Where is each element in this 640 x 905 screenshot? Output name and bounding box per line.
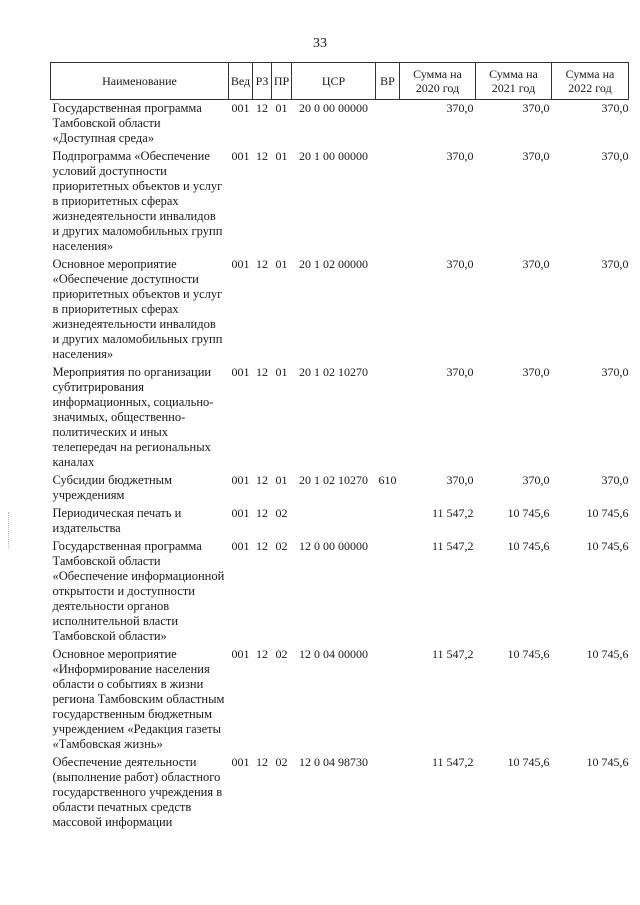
row-vr	[376, 646, 400, 754]
row-vr	[376, 256, 400, 364]
row-csr: 12 0 04 98730	[299, 755, 368, 769]
row-sum-2022: 10 745,6	[586, 506, 629, 520]
row-csr: 20 1 02 10270	[299, 365, 368, 379]
row-name: Государственная программа Тамбовской области «Доступная среда»	[52, 101, 202, 145]
row-rz: 12	[256, 755, 268, 769]
row-rz: 12	[256, 539, 268, 553]
row-name: Мероприятия по организации субтитрирования информационных, социально-значимых, общественно-политических и иных телепередач на региональных каналах	[52, 365, 214, 469]
row-csr	[292, 505, 376, 538]
row-sum-2022: 370,0	[601, 257, 629, 271]
row-ved: 001	[231, 755, 250, 769]
row-vr	[376, 538, 400, 646]
row-ved: 001	[231, 539, 250, 553]
row-rz: 12	[256, 473, 268, 487]
table-row	[51, 505, 629, 538]
row-sum-2022: 10 745,6	[586, 647, 629, 661]
row-vr	[376, 364, 400, 472]
row-sum-2020: 370,0	[446, 365, 474, 379]
row-sum-2021: 10 745,6	[507, 647, 550, 661]
row-sum-2021: 370,0	[522, 473, 550, 487]
row-csr: 20 1 00 00000	[299, 149, 368, 163]
row-ved: 001	[231, 365, 250, 379]
table-row	[51, 100, 629, 149]
row-pr: 01	[275, 257, 288, 271]
row-sum-2022: 10 745,6	[586, 539, 629, 553]
row-ved: 001	[231, 647, 250, 661]
row-rz: 12	[256, 506, 268, 520]
header-name: Наименование	[51, 63, 229, 100]
row-name: Основное мероприятие «Информирование населения области о событиях в жизни региона Тамбовским областным государственным бюджетным учреждением «Редакция газеты «Тамбовская жизнь»	[52, 647, 225, 751]
row-ved: 001	[231, 149, 250, 163]
row-sum-2021: 370,0	[522, 257, 550, 271]
row-csr: 12 0 04 00000	[299, 647, 368, 661]
row-sum-2022: 10 745,6	[586, 755, 629, 769]
row-pr: 01	[275, 473, 288, 487]
row-sum-2021: 10 745,6	[507, 506, 550, 520]
row-sum-2022: 370,0	[601, 365, 629, 379]
row-rz: 12	[256, 257, 268, 271]
row-name: Основное мероприятие «Обеспечение доступности приоритетных объектов и услуг в приоритетных сферах жизнедеятельности инвалидов и других маломобильных групп населения»	[52, 257, 223, 361]
row-sum-2020: 370,0	[446, 473, 474, 487]
row-rz: 12	[256, 101, 268, 115]
row-pr: 02	[275, 755, 288, 769]
row-csr: 20 0 00 00000	[299, 101, 368, 115]
table-row	[51, 538, 629, 646]
row-sum-2022: 370,0	[601, 473, 629, 487]
table-row	[51, 148, 629, 256]
row-ved: 001	[231, 473, 250, 487]
row-pr: 01	[275, 101, 288, 115]
row-vr	[376, 505, 400, 538]
table-row	[51, 364, 629, 472]
header-ved: Вед	[229, 63, 253, 100]
table-header	[51, 63, 629, 100]
row-sum-2021: 10 745,6	[507, 539, 550, 553]
row-sum-2021: 370,0	[522, 365, 550, 379]
row-rz: 12	[256, 365, 268, 379]
page-number: 33	[313, 36, 327, 51]
row-sum-2020: 11 547,2	[431, 755, 474, 769]
row-pr: 02	[275, 539, 288, 553]
row-ved: 001	[231, 101, 250, 115]
table-body	[51, 100, 629, 833]
row-vr	[376, 148, 400, 256]
row-pr: 02	[275, 647, 288, 661]
row-sum-2020: 11 547,2	[431, 647, 474, 661]
row-sum-2022: 370,0	[601, 101, 629, 115]
row-pr: 01	[275, 365, 288, 379]
row-rz: 12	[256, 647, 268, 661]
row-sum-2020: 370,0	[446, 101, 474, 115]
row-vr	[376, 100, 400, 149]
margin-mark	[8, 512, 12, 548]
header-sum-2020: Сумма на 2020 год	[400, 63, 476, 100]
header-rz: РЗ	[253, 63, 272, 100]
row-csr: 20 1 02 00000	[299, 257, 368, 271]
table-row	[51, 472, 629, 505]
budget-table	[50, 62, 629, 832]
row-sum-2020: 11 547,2	[431, 506, 474, 520]
header-pr: ПР	[272, 63, 292, 100]
row-sum-2021: 370,0	[522, 149, 550, 163]
row-sum-2021: 370,0	[522, 101, 550, 115]
header-csr: ЦСР	[292, 63, 376, 100]
row-name: Обеспечение деятельности (выполнение работ) областного государственного учреждения в области печатных средств массовой информации	[52, 755, 223, 829]
table-row	[51, 646, 629, 754]
table-row	[51, 256, 629, 364]
header-sum-2021: Сумма на 2021 год	[476, 63, 552, 100]
row-ved: 001	[231, 506, 250, 520]
row-ved: 001	[231, 257, 250, 271]
table-row	[51, 754, 629, 832]
row-pr: 01	[275, 149, 288, 163]
row-vr	[376, 754, 400, 832]
row-sum-2020: 370,0	[446, 149, 474, 163]
header-sum-2022: Сумма на 2022 год	[552, 63, 629, 100]
row-sum-2021: 10 745,6	[507, 755, 550, 769]
row-name: Субсидии бюджетным учреждениям	[52, 473, 172, 502]
row-sum-2020: 370,0	[446, 257, 474, 271]
row-sum-2020: 11 547,2	[431, 539, 474, 553]
row-csr: 20 1 02 10270	[299, 473, 368, 487]
row-rz: 12	[256, 149, 268, 163]
header-vr: ВР	[376, 63, 400, 100]
row-name: Периодическая печать и издательства	[52, 506, 182, 535]
row-vr: 610	[378, 473, 397, 487]
row-csr: 12 0 00 00000	[299, 539, 368, 553]
row-name: Подпрограмма «Обеспечение условий доступности приоритетных объектов и услуг в приоритетных сферах жизнедеятельности инвалидов и других маломобильных групп населения»	[52, 149, 223, 253]
row-name: Государственная программа Тамбовской области «Обеспечение информационной открытости и доступности деятельности органов исполнительной власти Тамбовской области»	[52, 539, 225, 643]
row-pr: 02	[275, 506, 288, 520]
row-sum-2022: 370,0	[601, 149, 629, 163]
